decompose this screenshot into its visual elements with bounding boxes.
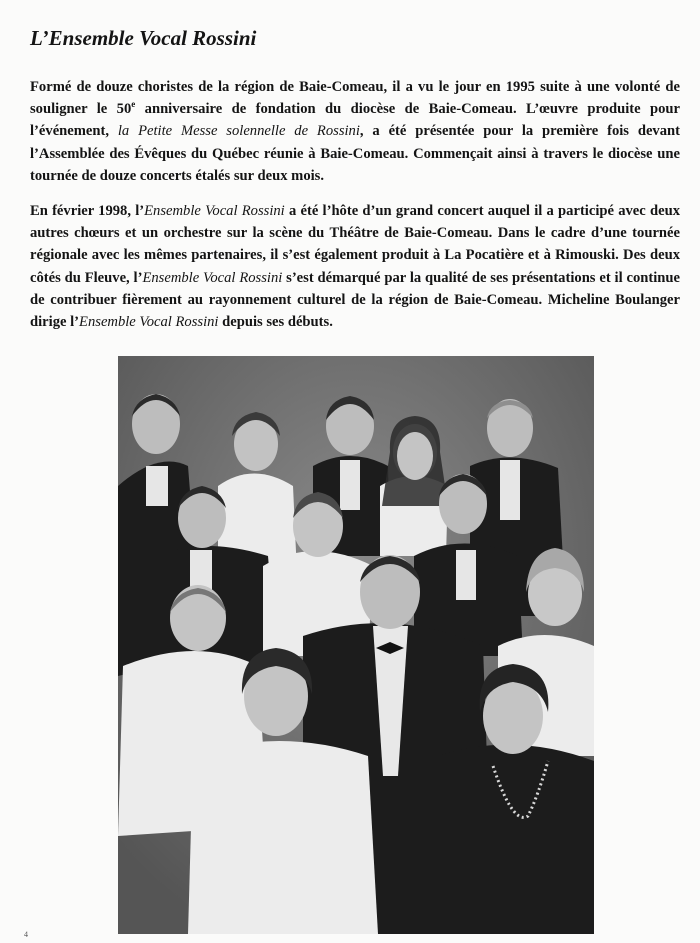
p1-text-c: , a été présentée pour la première fois devant l’Assemblée des Évêques du Québec réunie à Baie-Comeau. Commençait ainsi à travers le diocèse une tournée de douze concerts étalés sur deux mois. bbox=[30, 123, 680, 184]
group-photo-illustration bbox=[118, 356, 594, 934]
p2-text-c: s’est démarqué par la qualité de ses présentations et il continue de contribuer fièrement au rayonnement culturel de la région de Baie-Comeau. Micheline Boulanger dirige l’ bbox=[30, 269, 680, 331]
page-title: L’Ensemble Vocal Rossini bbox=[30, 26, 257, 50]
ordinal-superscript: e bbox=[131, 99, 136, 110]
group-photo bbox=[118, 356, 594, 934]
p1-text-b: anniversaire de fondation du diocèse de Baie-Comeau. L’œuvre produite pour l’événement, bbox=[30, 101, 680, 140]
work-title: la Petite Messe solennelle de Rossini bbox=[117, 123, 360, 140]
ensemble-name: Ensemble Vocal Rossini bbox=[142, 269, 283, 286]
ensemble-name: Ensemble Vocal Rossini bbox=[144, 203, 285, 219]
p2-text-a: En février 1998, l’ bbox=[30, 203, 145, 219]
ensemble-name: Ensemble Vocal Rossini bbox=[79, 314, 219, 331]
p1-text-a: Formé de douze choristes de la région de Baie-Comeau, il a vu le jour en 1995 suite à une volonté de souligner le 50 bbox=[30, 79, 680, 118]
page-number: 4 bbox=[24, 930, 28, 939]
p2-text-d: depuis ses débuts. bbox=[218, 314, 333, 331]
paragraph-concerts bbox=[30, 200, 680, 333]
paragraph-history bbox=[30, 76, 680, 187]
p2-text-b: a été l’hôte d’un grand concert auquel il a participé avec deux autres chœurs et un orchestre sur la scène du Théâtre de Baie-Comeau. Dans le cadre d’une tournée régionale avec les mêmes partenaires, il s’est également produit à La Pocatière et à Rimouski. Des deux côtés du Fleuve, l’ bbox=[30, 203, 680, 286]
